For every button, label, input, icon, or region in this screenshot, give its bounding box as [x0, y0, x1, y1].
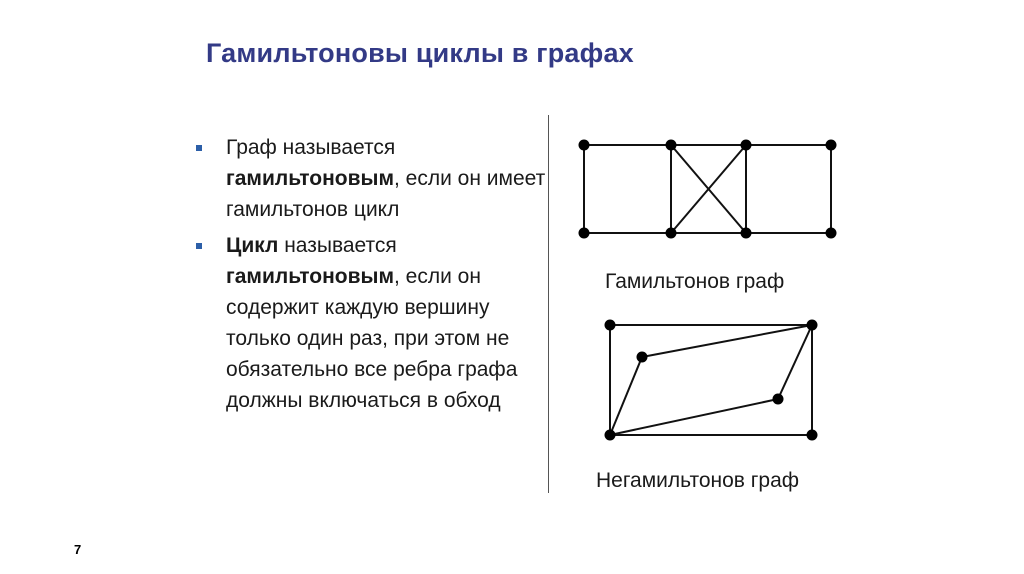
graph-vertex — [605, 320, 616, 331]
graph-vertex — [807, 430, 818, 441]
graph-vertex — [826, 140, 837, 151]
bullet-item — [196, 132, 546, 225]
graph-vertex — [741, 228, 752, 239]
graph-vertex — [579, 140, 590, 151]
graph-vertex — [666, 228, 677, 239]
slide-title: Гамильтоновы циклы в графах — [206, 38, 634, 68]
graph-vertex — [741, 140, 752, 151]
bold-term: Цикл — [226, 234, 279, 257]
bullet-item — [196, 230, 546, 416]
bullet-text — [226, 234, 517, 412]
bullet-square-icon — [196, 145, 202, 151]
graph-edge — [610, 399, 778, 435]
graph-vertex — [637, 352, 648, 363]
text-run: , если он содержит каждую вершину только один раз, при этом не обязательно все ребра графа должны включаться в обход — [226, 265, 518, 412]
non-hamiltonian-graph — [605, 320, 818, 441]
graph-vertex — [826, 228, 837, 239]
text-run: , если он имеет гамильтонов цикл — [226, 167, 546, 221]
bullet-text — [226, 136, 545, 221]
non-hamiltonian-graph-caption: Негамильтонов граф — [596, 469, 800, 492]
graph-vertex — [773, 394, 784, 405]
vertical-divider — [548, 115, 549, 493]
hamiltonian-graph-caption: Гамильтонов граф — [605, 270, 785, 293]
page-number: 7 — [74, 542, 82, 557]
bullet-list — [196, 132, 546, 421]
graph-vertex — [579, 228, 590, 239]
text-run: называется — [278, 234, 397, 257]
graph-vertex — [605, 430, 616, 441]
graph-edge — [778, 325, 812, 399]
hamiltonian-graph — [579, 140, 837, 239]
graph-vertex — [666, 140, 677, 151]
bold-term: гамильтоновым — [226, 167, 394, 190]
bullet-square-icon — [196, 243, 202, 249]
graph-edge — [642, 325, 812, 357]
graph-vertex — [807, 320, 818, 331]
graph-edge — [610, 357, 642, 435]
text-run: Граф называется — [226, 136, 396, 159]
bold-term: гамильтоновым — [226, 265, 394, 288]
